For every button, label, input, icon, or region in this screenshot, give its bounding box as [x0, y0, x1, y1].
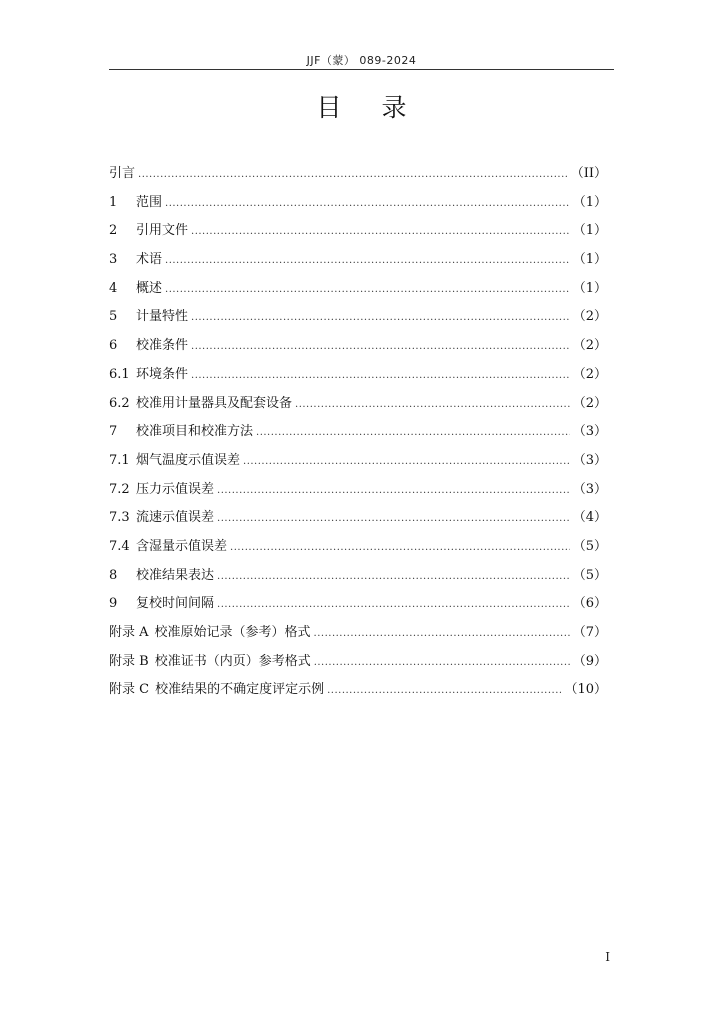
toc-entry-page: （9） — [572, 653, 607, 669]
toc-entry-page: （1） — [572, 252, 607, 268]
header-rule — [109, 69, 614, 70]
toc-entry-label: 校准项目和校准方法 — [136, 424, 254, 440]
toc-entry-label: 概述 — [136, 280, 163, 296]
toc-leader-dots — [217, 571, 570, 582]
toc-entry-page: （6） — [572, 596, 607, 612]
toc-entry-page: （5） — [572, 567, 607, 583]
toc-leader-dots — [314, 657, 570, 668]
toc-entry-6[interactable] — [109, 334, 607, 363]
toc-entry-4[interactable] — [109, 277, 607, 306]
toc-entry-label: 复校时间间隔 — [136, 596, 215, 612]
toc-leader-dots — [165, 255, 570, 266]
toc-entry-7[interactable] — [109, 420, 607, 449]
toc-entry-1[interactable] — [109, 191, 607, 220]
toc-entry-page: （3） — [572, 481, 607, 497]
toc-entry-6-2[interactable] — [109, 392, 607, 421]
toc-entry-label: 术语 — [136, 252, 163, 268]
toc-entry-label: 流速示值误差 — [136, 510, 215, 526]
toc-leader-dots — [243, 456, 570, 467]
toc-entry-page: （2） — [572, 395, 607, 411]
toc-leader-dots — [191, 312, 570, 323]
toc-entry-5[interactable] — [109, 305, 607, 334]
toc-entry-page: （3） — [572, 424, 607, 440]
toc-entry-number: 7.4 — [109, 538, 130, 554]
toc-entry-label: 校准条件 — [136, 338, 189, 354]
toc-leader-dots — [295, 399, 570, 410]
toc-entry-number: 附录 A — [109, 625, 149, 640]
toc-entry-label: 环境条件 — [136, 366, 189, 382]
toc-entry-number: 6.2 — [109, 395, 130, 411]
toc-entry-label: 校准原始记录（参考）格式 — [154, 625, 311, 640]
toc-entry-label: 引言 — [109, 166, 136, 181]
toc-entry-8[interactable] — [109, 564, 607, 593]
toc-leader-dots — [165, 198, 570, 209]
toc-entry-label: 范围 — [136, 194, 163, 210]
toc-entry-page: （10） — [564, 682, 607, 698]
toc-entry-page: （1） — [572, 194, 607, 210]
toc-entry-number: 2 — [109, 223, 118, 239]
toc-entry-number: 7 — [109, 424, 118, 440]
toc-entry-7-4[interactable] — [109, 535, 607, 564]
toc-entry-number: 附录 B — [109, 653, 149, 669]
toc-entry-label: 校准结果表达 — [136, 567, 215, 583]
toc-entry-appendix-a[interactable] — [109, 621, 607, 650]
toc-title: 目录 — [316, 93, 447, 122]
toc-entry-number: 8 — [109, 567, 118, 583]
toc-entry-7-3[interactable] — [109, 506, 607, 535]
toc-leader-dots — [191, 341, 570, 352]
page-number: I — [605, 950, 610, 964]
toc-entry-label: 校准用计量器具及配套设备 — [136, 395, 293, 411]
toc-entry-page: （7） — [572, 625, 607, 640]
toc-entry-7-2[interactable] — [109, 478, 607, 507]
toc-entry-3[interactable] — [109, 248, 607, 277]
toc-entry-number: 附录 C — [109, 682, 150, 698]
toc-leader-dots — [230, 542, 570, 553]
toc-entry-page: （1） — [572, 223, 607, 239]
toc-entry-page: （II） — [570, 166, 607, 181]
toc-entry-number: 3 — [109, 252, 118, 268]
toc-leader-dots — [327, 685, 561, 696]
toc-entry-label: 含湿量示值误差 — [136, 538, 228, 554]
toc-leader-dots — [217, 485, 570, 496]
toc-entry-appendix-c[interactable] — [109, 678, 607, 707]
toc-entry-9[interactable] — [109, 592, 607, 621]
toc-entry-page: （2） — [572, 309, 607, 325]
toc-entry-number: 1 — [109, 194, 118, 210]
table-of-contents — [109, 162, 607, 707]
toc-leader-dots — [217, 513, 570, 524]
page-header: JJF（蒙） 089-2024 — [306, 54, 417, 67]
toc-entry-number: 7.1 — [109, 452, 130, 468]
toc-entry-number: 7.2 — [109, 481, 130, 497]
toc-entry-6-1[interactable] — [109, 363, 607, 392]
toc-entry-appendix-b[interactable] — [109, 650, 607, 679]
toc-leader-dots — [314, 628, 570, 639]
toc-entry-number: 7.3 — [109, 510, 130, 526]
toc-entry-page: （4） — [572, 510, 607, 526]
toc-entry-page: （5） — [572, 538, 607, 554]
toc-entry-2[interactable] — [109, 219, 607, 248]
toc-entry-number: 4 — [109, 280, 118, 296]
toc-entry-number: 6 — [109, 338, 118, 354]
toc-entry-label: 校准结果的不确定度评定示例 — [155, 682, 325, 698]
toc-entry-page: （2） — [572, 338, 607, 354]
toc-entry-label: 压力示值误差 — [136, 481, 215, 497]
toc-entry-page: （3） — [572, 452, 607, 468]
toc-entry-page: （1） — [572, 280, 607, 296]
toc-entry-introduction[interactable] — [109, 162, 607, 191]
toc-entry-label: 校准证书（内页）参考格式 — [154, 653, 311, 669]
toc-entry-label: 引用文件 — [136, 223, 189, 239]
toc-entry-number: 5 — [109, 309, 118, 325]
toc-leader-dots — [191, 226, 570, 237]
toc-entry-7-1[interactable] — [109, 449, 607, 478]
toc-entry-label: 烟气温度示值误差 — [136, 452, 241, 468]
toc-entry-label: 计量特性 — [136, 309, 189, 325]
toc-leader-dots — [191, 370, 570, 381]
toc-entry-page: （2） — [572, 366, 607, 382]
toc-leader-dots — [138, 169, 568, 180]
toc-leader-dots — [217, 599, 570, 610]
toc-leader-dots — [256, 427, 570, 438]
toc-entry-number: 9 — [109, 596, 118, 612]
toc-leader-dots — [165, 284, 570, 295]
toc-entry-number: 6.1 — [109, 366, 130, 382]
